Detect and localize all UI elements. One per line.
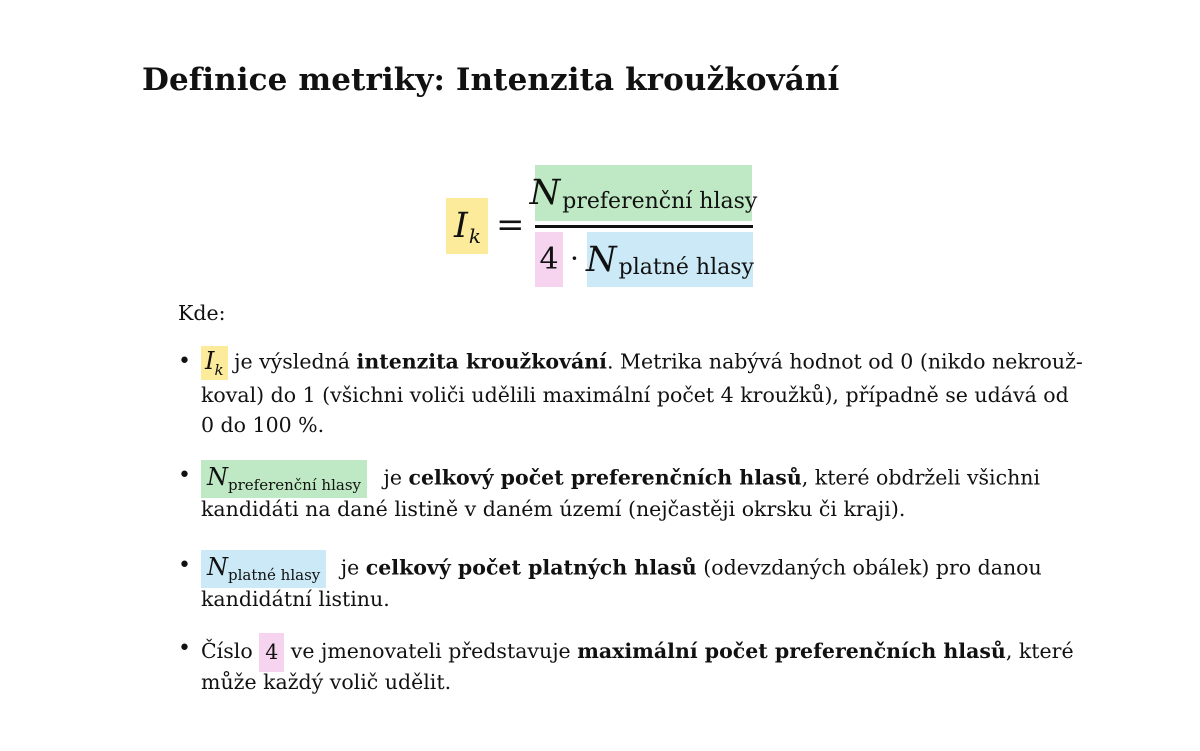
text: je (377, 465, 409, 490)
formula-denominator (587, 232, 753, 287)
inline-symbol-n-pref (201, 460, 367, 498)
text: , které obdrželi všichni (801, 465, 1041, 490)
bullet-dot: • (178, 349, 191, 374)
formula-numerator (529, 165, 758, 221)
section-heading: Definice metriky: Intenzita kroužkování (142, 62, 840, 98)
inline-symbol-n-valid (201, 550, 326, 588)
symbol-n: N (207, 553, 228, 581)
fraction-bar (535, 225, 753, 228)
list-item-line: může každý volič udělit. (201, 670, 452, 694)
denominator-factor (535, 232, 563, 287)
inline-symbol-ik (201, 346, 228, 380)
inline-number-4: 4 (259, 633, 284, 672)
bullet-dot: • (178, 553, 191, 578)
formula-lhs (446, 198, 488, 254)
list-item-line: koval) do 1 (všichni voliči udělili maximální počet 4 kroužků), případně se udává od (201, 383, 1069, 407)
denominator-subscript: platné hlasy (618, 255, 754, 280)
intro-text: Kde: (178, 301, 226, 325)
text: je (334, 555, 366, 580)
lhs-symbol: I (454, 206, 468, 246)
formula (0, 0, 1200, 300)
text: , které (1005, 639, 1074, 663)
symbol-n: N (207, 463, 228, 491)
text: . Metrika nabývá hodnot od 0 (nikdo nekrouž- (606, 349, 1083, 374)
text: ve jmenovateli představuje (284, 639, 578, 663)
symbol-subscript: preferenční hlasy (228, 476, 361, 494)
list-item-line (201, 346, 1083, 380)
lhs-subscript: k (468, 224, 481, 248)
bold-term: intenzita kroužkování (356, 349, 607, 374)
list-item-line: kandidáti na dané listině v daném území (nejčastěji okrsku či kraji). (201, 497, 906, 521)
denominator-number: 4 (539, 242, 559, 277)
symbol-k: k (214, 361, 224, 379)
bullet-dot: • (178, 463, 191, 488)
list-item-line: 0 do 100 %. (201, 413, 325, 437)
equals-sign: = (496, 205, 525, 245)
symbol-subscript: platné hlasy (228, 566, 321, 584)
numerator-subscript: preferenční hlasy (562, 188, 758, 214)
bold-term: celkový počet platných hlasů (365, 555, 697, 580)
symbol-i: I (205, 347, 215, 375)
list-item-line (201, 550, 1042, 588)
numerator-symbol: N (529, 173, 561, 213)
multiplication-dot: · (570, 242, 579, 275)
list-item-line (201, 460, 1040, 498)
bullet-dot: • (178, 636, 191, 661)
denominator-symbol: N (586, 239, 617, 280)
text: Číslo (201, 639, 260, 663)
bold-term: maximální počet preferenčních hlasů (577, 639, 1006, 663)
text: (odevzdaných obálek) pro danou (696, 555, 1042, 580)
list-item-line: kandidátní listinu. (201, 587, 390, 611)
bold-term: celkový počet preferenčních hlasů (408, 465, 802, 490)
text: je výsledná (227, 349, 357, 374)
